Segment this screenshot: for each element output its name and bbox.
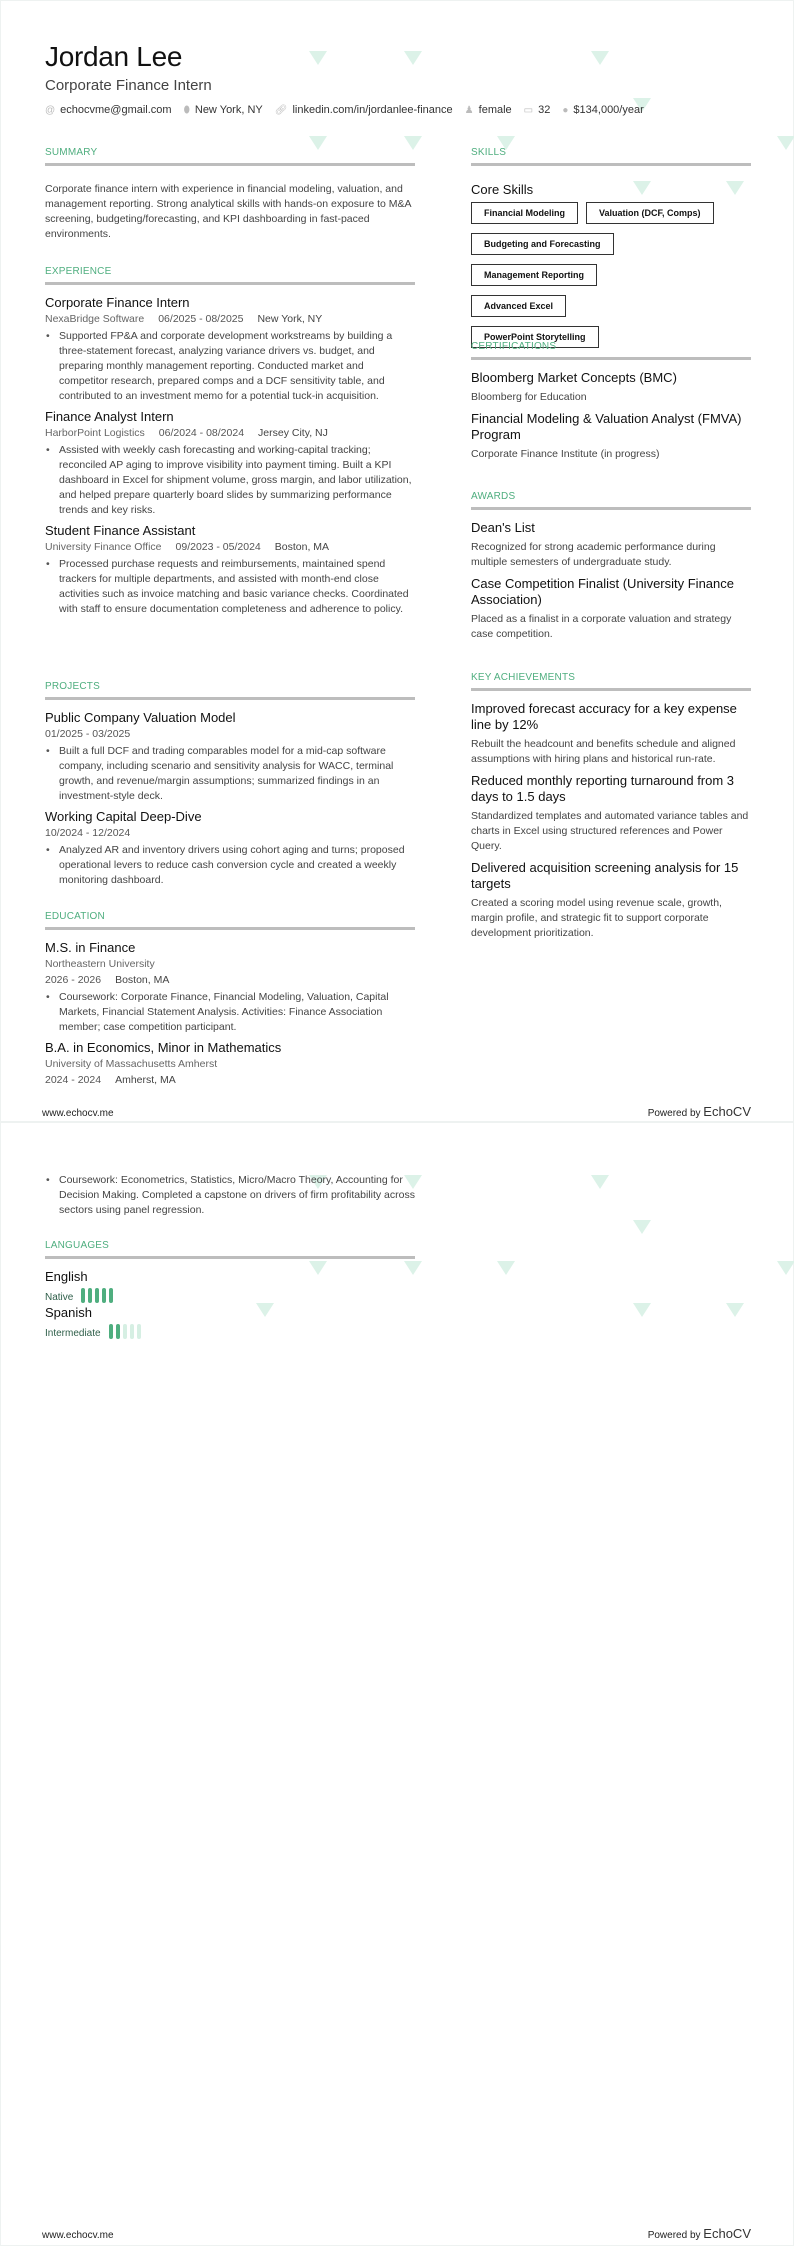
company: NexaBridge Software bbox=[45, 313, 145, 325]
dollar-icon: ● bbox=[562, 105, 569, 116]
school: Northeastern University bbox=[45, 958, 155, 970]
awards-section bbox=[471, 491, 751, 648]
contact-salary: ● $134,000/year bbox=[562, 104, 644, 116]
level-bar-filled bbox=[88, 1288, 92, 1303]
resume-page-1 bbox=[0, 0, 794, 1122]
job-role: Corporate Finance Intern bbox=[45, 295, 190, 310]
dates: 01/2025 - 03/2025 bbox=[45, 728, 131, 740]
company: HarborPoint Logistics bbox=[45, 427, 145, 439]
contact-gender: ♟ female bbox=[464, 104, 512, 116]
project-name: Public Company Valuation Model bbox=[45, 710, 236, 725]
footer-site-link[interactable]: www.echocv.me bbox=[42, 2230, 114, 2241]
at-icon: @ bbox=[45, 105, 56, 116]
language-item bbox=[45, 1305, 231, 1341]
level-bar-filled bbox=[116, 1324, 120, 1339]
contact-linkedin[interactable]: 🔗︎ linkedin.com/in/jordanlee-finance bbox=[274, 104, 453, 116]
award-name: Case Competition Finalist (University Finance Association) bbox=[471, 576, 734, 607]
language-item bbox=[45, 1269, 231, 1305]
certification-name: Bloomberg Market Concepts (BMC) bbox=[471, 370, 677, 385]
languages-section bbox=[45, 1240, 415, 1341]
skill-chip: Management Reporting bbox=[471, 264, 597, 286]
achievement-desc: Created a scoring model using revenue scale, growth, margin profile, and strategic fit to support corporate development prioritization. bbox=[471, 897, 722, 939]
location: Jersey City, NJ bbox=[258, 427, 328, 439]
contact-email[interactable]: @ echocvme@gmail.com bbox=[45, 104, 172, 116]
project-bullet: • Analyzed AR and inventory drivers using cohort aging and turns; proposed operational levers to reduce cash conversion cycle and created a weekly monitoring dashboard. bbox=[45, 843, 415, 888]
project-bullet: • Built a full DCF and trading comparables model for a mid-cap software company, including scenario and sensitivity analysis for WACC, terminal growth, and revenue/margin assumptions; summarized findings in an investment-style deck. bbox=[45, 744, 415, 804]
section-title: SKILLS bbox=[471, 147, 751, 166]
language-level-bars bbox=[81, 1288, 113, 1303]
skill-chip: Valuation (DCF, Comps) bbox=[586, 202, 714, 224]
certification-issuer: Bloomberg for Education bbox=[471, 391, 587, 403]
brand-logo: EchoCV bbox=[703, 2226, 751, 2241]
skills-section bbox=[471, 147, 751, 348]
level-bar-filled bbox=[109, 1288, 113, 1303]
section-title: EDUCATION bbox=[45, 911, 415, 930]
location: Amherst, MA bbox=[115, 1074, 176, 1086]
language-level: Native bbox=[45, 1292, 74, 1303]
language-level: Intermediate bbox=[45, 1328, 101, 1339]
job-bullet: • Processed purchase requests and reimbursements, maintained spend trackers for multiple departments, and assisted with month-end close activities such as invoice matching and basic variance checks. Coordinated with staff to ensure documentation completeness and adherence to policy. bbox=[45, 557, 415, 617]
language-name: English bbox=[45, 1269, 88, 1284]
experience-item bbox=[45, 409, 415, 518]
level-bar-empty bbox=[137, 1324, 141, 1339]
language-name: Spanish bbox=[45, 1305, 92, 1320]
school: University of Massachusetts Amherst bbox=[45, 1058, 218, 1070]
education-bullet: • Coursework: Corporate Finance, Financial Modeling, Valuation, Capital Markets, Financial Statement Analysis. Activities: Finance Association member; case competition participant. bbox=[45, 990, 415, 1035]
degree: M.S. in Finance bbox=[45, 940, 136, 955]
dates: 2026 - 2026 bbox=[45, 974, 102, 986]
footer-powered: Powered by EchoCV bbox=[647, 2226, 751, 2241]
dates: 09/2023 - 05/2024 bbox=[175, 541, 261, 553]
skill-chip: Financial Modeling bbox=[471, 202, 578, 224]
section-title: EXPERIENCE bbox=[45, 266, 415, 285]
brand-logo: EchoCV bbox=[703, 1104, 751, 1119]
level-bar-empty bbox=[123, 1324, 127, 1339]
resume-page-2 bbox=[0, 1122, 794, 2246]
section-title: PROJECTS bbox=[45, 681, 415, 700]
education-item bbox=[45, 940, 415, 1035]
person-icon: ♟ bbox=[464, 105, 474, 116]
location: New York, NY bbox=[257, 313, 323, 325]
company: University Finance Office bbox=[45, 541, 162, 553]
dates: 06/2024 - 08/2024 bbox=[158, 427, 245, 439]
section-title: AWARDS bbox=[471, 491, 751, 510]
contact-bar bbox=[45, 104, 644, 116]
job-role: Student Finance Assistant bbox=[45, 523, 196, 538]
certifications-section bbox=[471, 341, 751, 468]
award-desc: Placed as a finalist in a corporate valuation and strategy case competition. bbox=[471, 613, 732, 640]
achievement-name: Improved forecast accuracy for a key expense line by 12% bbox=[471, 701, 737, 732]
experience-section bbox=[45, 266, 415, 622]
job-bullet: • Assisted with weekly cash forecasting and working-capital tracking; reconciled AP aging to improve visibility into payment timing. Built a KPI dashboard in Excel for shipment volume, gross margin, and labor utilization, and helped prepare quarterly board slides by summarizing performance trends and key risks. bbox=[45, 443, 415, 518]
link-icon: 🔗︎ bbox=[274, 105, 288, 116]
location-pin-icon: ⬮ bbox=[183, 105, 190, 116]
candidate-title: Corporate Finance Intern bbox=[45, 77, 212, 94]
level-bar-filled bbox=[81, 1288, 85, 1303]
experience-item bbox=[45, 295, 415, 404]
level-bar-filled bbox=[102, 1288, 106, 1303]
education-item bbox=[45, 1040, 415, 1088]
language-level-bars bbox=[109, 1324, 141, 1339]
section-title: CERTIFICATIONS bbox=[471, 341, 751, 360]
award-desc: Recognized for strong academic performance during multiple semesters of undergraduate study. bbox=[471, 541, 716, 568]
level-bar-filled bbox=[109, 1324, 113, 1339]
location: Boston, MA bbox=[274, 541, 330, 553]
contact-location: ⬮ New York, NY bbox=[183, 104, 263, 116]
footer-powered: Powered by EchoCV bbox=[647, 1104, 751, 1119]
skill-chip: Advanced Excel bbox=[471, 295, 566, 317]
skill-chip: Budgeting and Forecasting bbox=[471, 233, 614, 255]
dates: 2024 - 2024 bbox=[45, 1074, 102, 1086]
contact-age: ▭ 32 bbox=[523, 104, 551, 116]
projects-section bbox=[45, 681, 415, 893]
calendar-icon: ▭ bbox=[523, 105, 534, 116]
section-title: KEY ACHIEVEMENTS bbox=[471, 672, 751, 691]
education-continued bbox=[45, 1171, 415, 1223]
project-item bbox=[45, 710, 415, 804]
job-role: Finance Analyst Intern bbox=[45, 409, 174, 424]
level-bar-filled bbox=[95, 1288, 99, 1303]
project-name: Working Capital Deep-Dive bbox=[45, 809, 202, 824]
degree: B.A. in Economics, Minor in Mathematics bbox=[45, 1040, 282, 1055]
dates: 06/2025 - 08/2025 bbox=[158, 313, 244, 325]
page-footer bbox=[42, 2226, 751, 2241]
achievement-name: Reduced monthly reporting turnaround from 3 days to 1.5 days bbox=[471, 773, 735, 804]
location: Boston, MA bbox=[115, 974, 170, 986]
summary-section bbox=[45, 147, 415, 248]
candidate-name: Jordan Lee bbox=[45, 41, 183, 72]
achievement-desc: Rebuilt the headcount and benefits schedule and aligned assumptions with hiring plans and historical run-rate. bbox=[471, 738, 736, 765]
achievement-name: Delivered acquisition screening analysis for 15 targets bbox=[471, 860, 739, 891]
page-footer bbox=[42, 1104, 751, 1119]
skill-group-title: Core Skills bbox=[471, 182, 534, 197]
section-title: LANGUAGES bbox=[45, 1240, 415, 1259]
experience-item bbox=[45, 523, 415, 617]
level-bar-empty bbox=[130, 1324, 134, 1339]
achievement-desc: Standardized templates and automated variance tables and charts in Excel using structured references and Power Query. bbox=[471, 810, 749, 852]
footer-site-link[interactable]: www.echocv.me bbox=[42, 1108, 114, 1119]
achievements-section bbox=[471, 672, 751, 947]
education-section bbox=[45, 911, 415, 1088]
certification-name: Financial Modeling & Valuation Analyst (FMVA) Program bbox=[471, 411, 742, 442]
skill-chip: PowerPoint Storytelling bbox=[471, 326, 599, 348]
project-item bbox=[45, 809, 415, 888]
certification-issuer: Corporate Finance Institute (in progress) bbox=[471, 448, 660, 460]
award-name: Dean's List bbox=[471, 520, 535, 535]
summary-text: Corporate finance intern with experience in financial modeling, valuation, and management reporting. Strong analytical skills with hands-on exposure to M&A screening, budgeting/forecasting, and KPI dashboarding in fast-paced environments. bbox=[45, 183, 411, 240]
job-bullet: • Supported FP&A and corporate development workstreams by building a three-statement forecast, analyzing variance drivers vs. budget, and preparing monthly management reporting. Conducted market and competitor research, prepared comps and a DCF sensitivity table, and contributed to an investment memo for a potential tuck-in acquisition. bbox=[45, 329, 415, 404]
skill-chips bbox=[471, 202, 751, 348]
education-bullet: • Coursework: Econometrics, Statistics, Micro/Macro Theory, Accounting for Decision Making. Completed a capstone on drivers of firm profitability across sectors using panel regression. bbox=[45, 1173, 415, 1218]
dates: 10/2024 - 12/2024 bbox=[45, 827, 131, 839]
section-title: SUMMARY bbox=[45, 147, 415, 166]
